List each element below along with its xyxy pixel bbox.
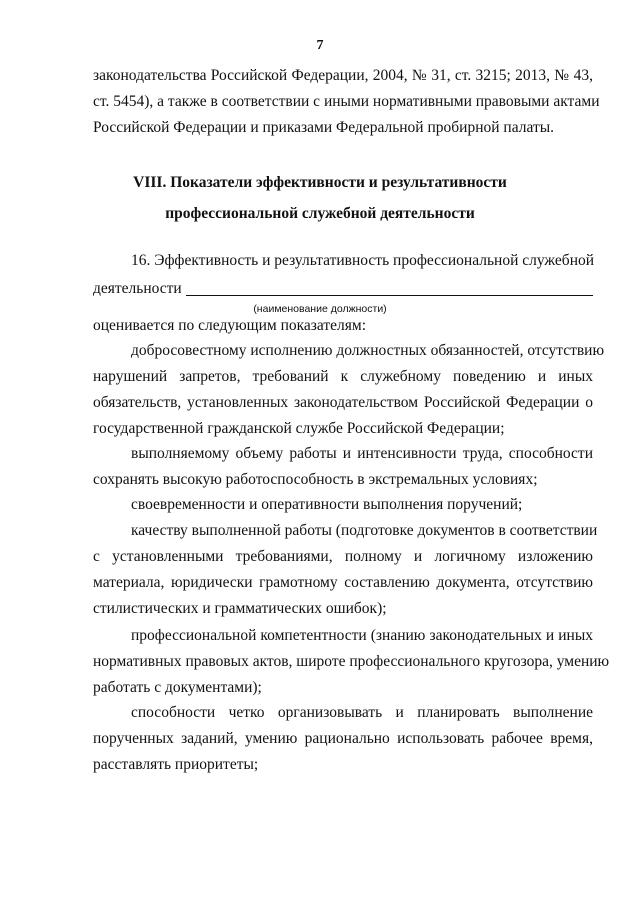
item-16-first-line	[93, 248, 593, 274]
criterion-line: добросовестному исполнению должностных обязанностей, отсутствию	[131, 342, 605, 359]
criterion-line: материала, юридически грамотному составлению документа, отсутствию	[93, 574, 593, 591]
criterion-line: нормативных правовых актов, широте профессионального кругозора, умению	[93, 653, 610, 670]
criterion-line: порученных заданий, умению рационально использовать рабочее время,	[93, 730, 593, 747]
intro-paragraph	[93, 63, 600, 141]
criterion-line: сохранять высокую работоспособность в экстремальных условиях;	[93, 471, 538, 488]
intro-line: ст. 5454), а также в соответствии с иными нормативными правовыми актами	[93, 93, 600, 110]
criterion-line: обязательств, установленных законодательством Российской Федерации о	[93, 394, 593, 411]
intro-line: Российской Федерации и приказами Федеральной пробирной палаты.	[93, 119, 555, 136]
criterion-paragraph	[93, 518, 598, 622]
position-blank-row	[93, 278, 593, 300]
criterion-paragraph	[93, 492, 593, 518]
item-16-line: оценивается по следующим показателям:	[93, 317, 367, 334]
section-title-line-2: профессиональной служебной деятельности	[165, 205, 475, 222]
page-number: 7	[316, 38, 324, 53]
criterion-line: государственной гражданской службе Российской Федерации;	[93, 420, 505, 437]
criterion-line: своевременности и оперативности выполнения поручений;	[131, 496, 523, 513]
item-16-third-line	[93, 313, 593, 339]
criterion-line: профессиональной компетентности (знанию законодательных и иных	[131, 627, 593, 644]
criterion-line: нарушений запретов, требований к служебному поведению и иных	[93, 368, 593, 385]
criterion-paragraph	[93, 441, 593, 493]
criterion-line: с установленными требованиями, полному и логичному изложению	[93, 548, 593, 565]
criterion-line: расставлять приоритеты;	[93, 756, 259, 773]
section-title-line-1: VIII. Показатели эффективности и результативности	[133, 174, 507, 191]
position-blank-line	[186, 279, 593, 296]
item-16-line: 16. Эффективность и результативность профессиональной служебной	[131, 252, 595, 269]
criterion-paragraph	[93, 338, 605, 442]
criterion-line: выполняемому объему работы и интенсивности труда, способности	[131, 445, 593, 462]
criterion-paragraph	[93, 623, 610, 701]
criterion-line: работать с документами);	[93, 679, 262, 696]
criterion-line: качеству выполненной работы (подготовке документов в соответствии	[131, 522, 598, 539]
intro-line: законодательства Российской Федерации, 2004, № 31, ст. 3215; 2013, № 43,	[93, 67, 593, 84]
criterion-line: стилистических и грамматических ошибок);	[93, 600, 387, 617]
criterion-paragraph	[93, 700, 593, 778]
blank-caption: (наименование должности)	[253, 303, 387, 315]
criterion-line: способности четко организовывать и планировать выполнение	[131, 704, 593, 721]
blank-label: деятельности	[93, 280, 182, 297]
